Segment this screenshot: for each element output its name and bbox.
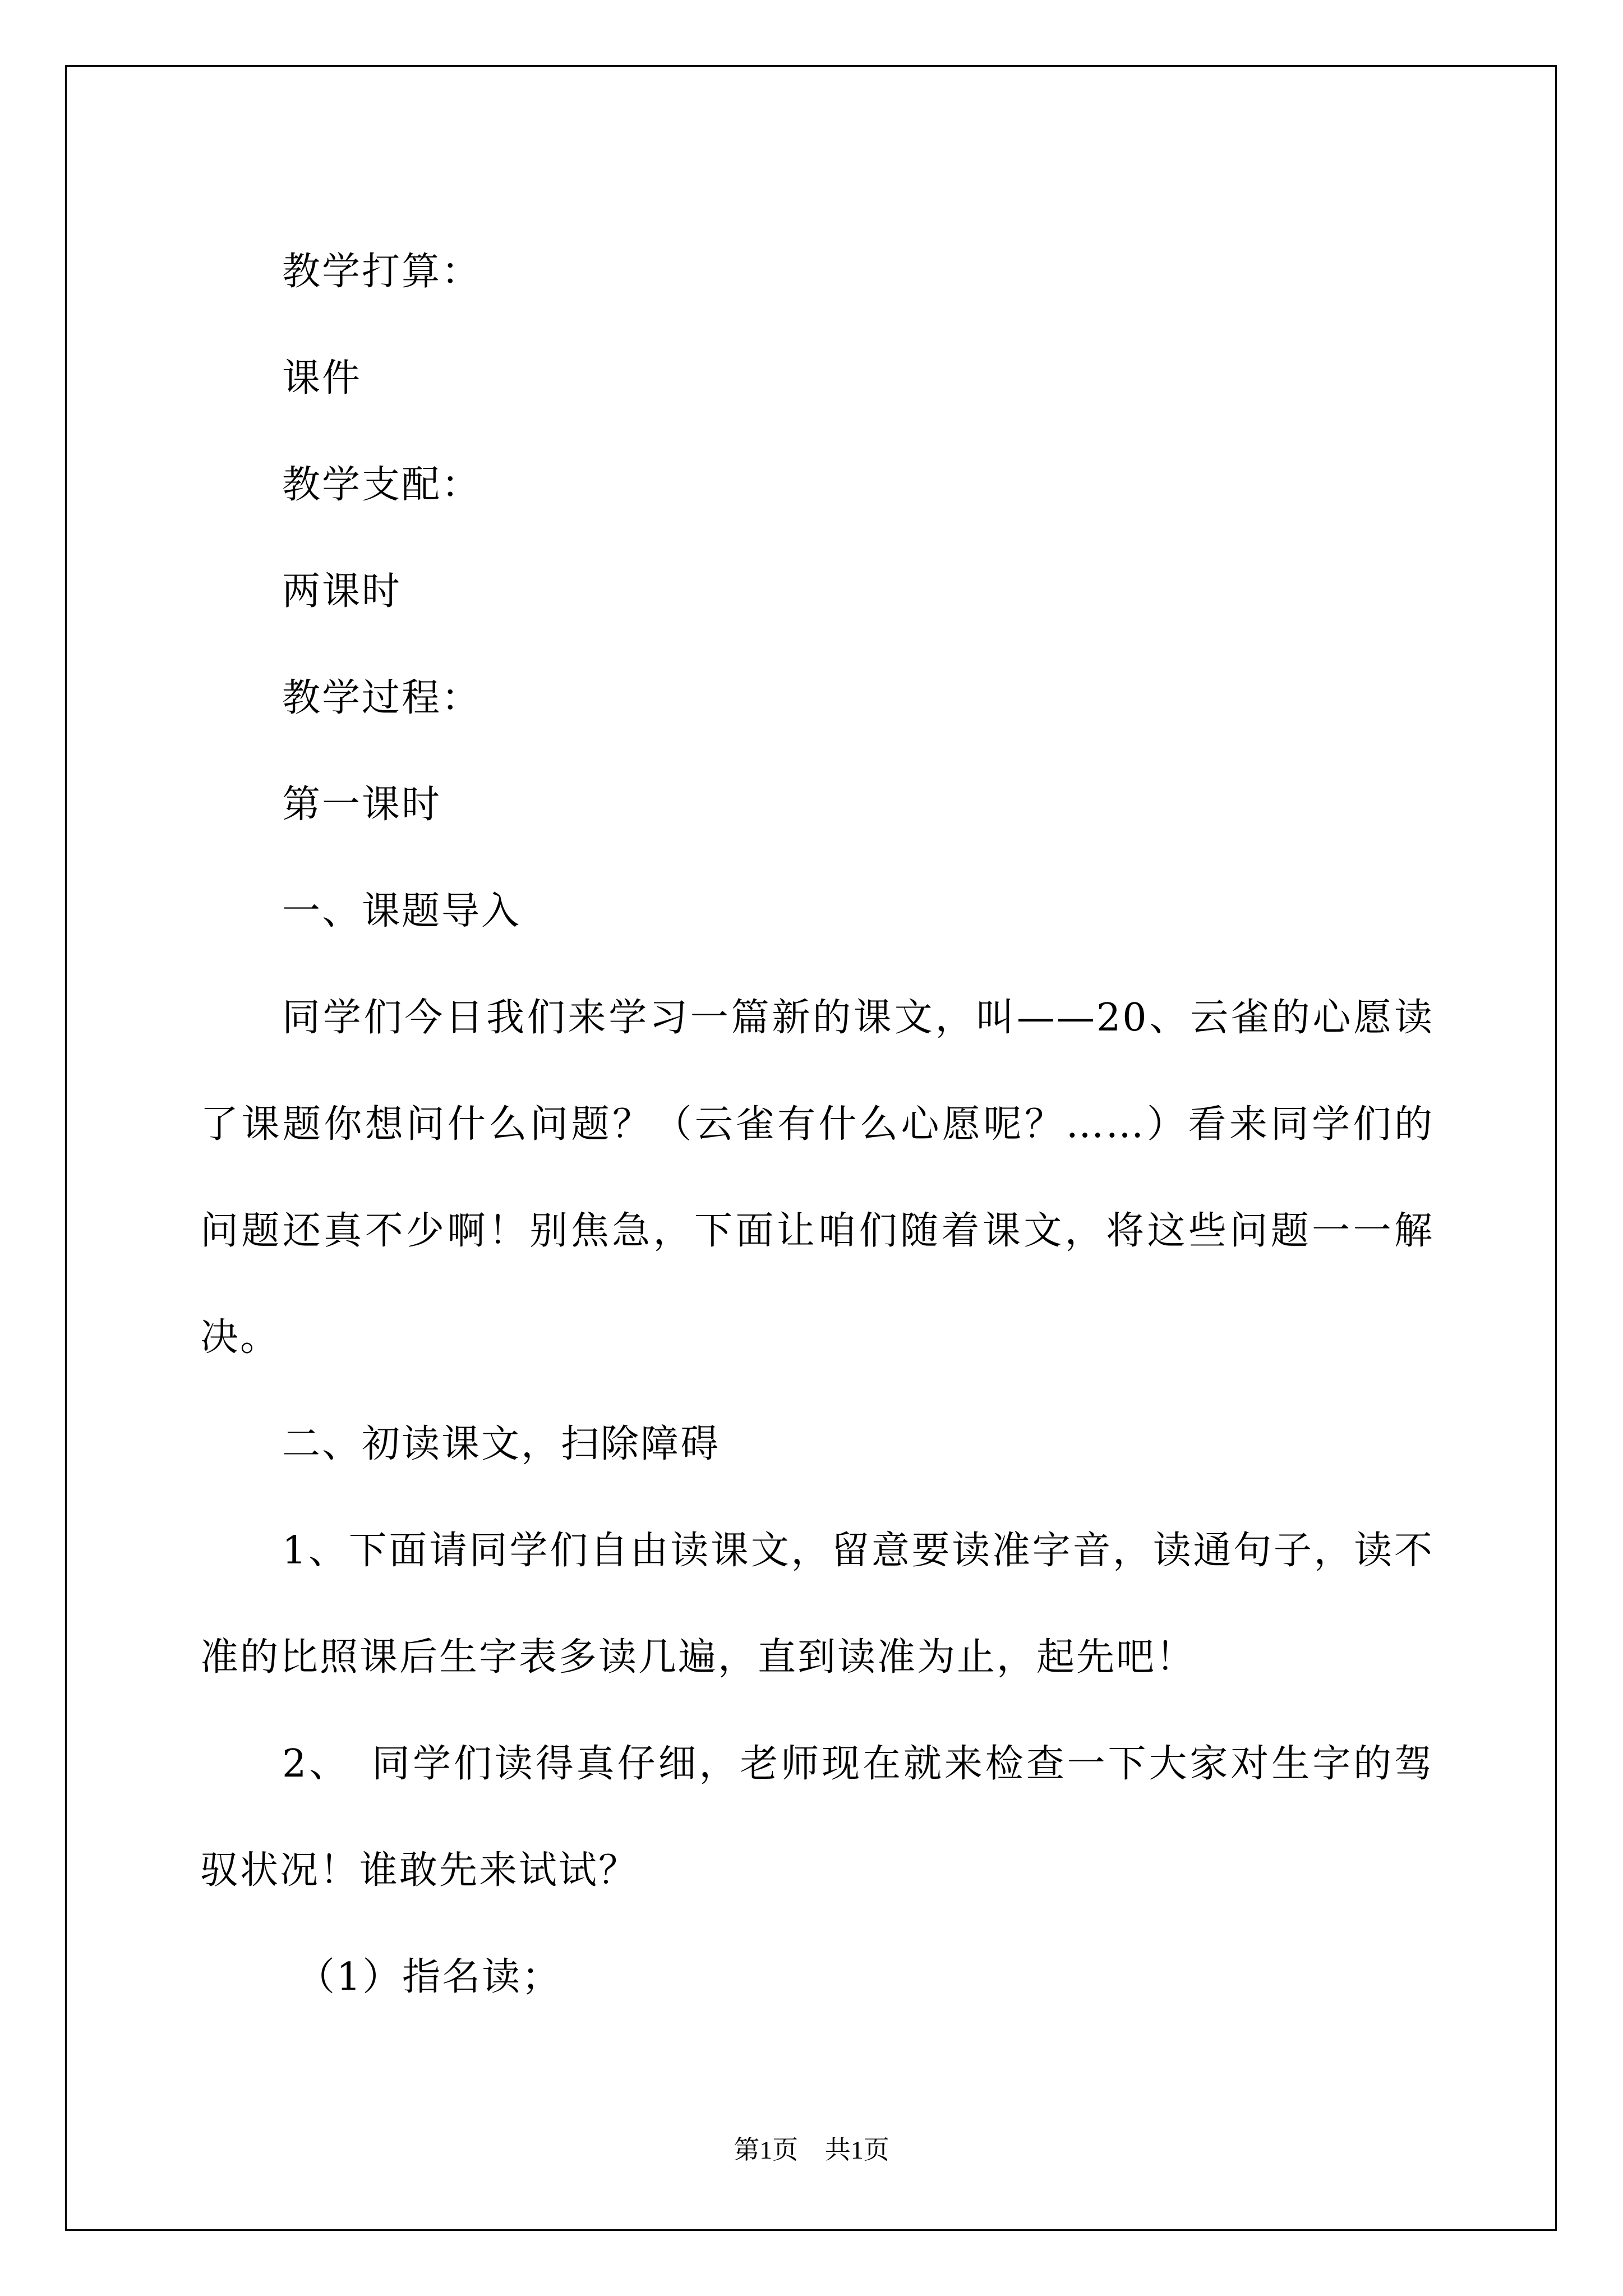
page-total: 共1页 (824, 2136, 889, 2164)
section-intro-heading: 一、课题导入 (282, 889, 522, 933)
document-body (200, 219, 1434, 2031)
step-two-paragraph: 2、 同学们读得真仔细，老师现在就来检查一下大家对生字的驾驭状况！谁敢先来试试？ (200, 1742, 1434, 1893)
arrangement-value: 两课时 (282, 569, 402, 614)
step-one-paragraph: 1、下面请同学们自由读课文，留意要读准字音，读通句子，读不准的比照课后生字表多读几遍，直到读准为止，起先吧！ (200, 1529, 1434, 1680)
page-number: 第1页 (734, 2136, 799, 2164)
heading-process: 教学过程： (282, 676, 482, 720)
heading-preparation: 教学打算： (282, 250, 482, 294)
sub-step-one: （1）指名读； (297, 1955, 562, 1999)
lesson-one-label: 第一课时 (282, 783, 442, 827)
page-footer (0, 2129, 1623, 2166)
intro-paragraph: 同学们今日我们来学习一篇新的课文，叫——20、云雀的心愿读了课题你想问什么问题？（云雀有什么心愿呢？……）看来同学们的问题还真不少啊！别焦急，下面让咱们随着课文，将这些问题一一解决。 (200, 996, 1434, 1360)
section-first-reading-heading: 二、初读课文，扫除障碍 (282, 1422, 721, 1466)
preparation-value: 课件 (282, 356, 362, 401)
heading-arrangement: 教学支配： (282, 463, 482, 507)
